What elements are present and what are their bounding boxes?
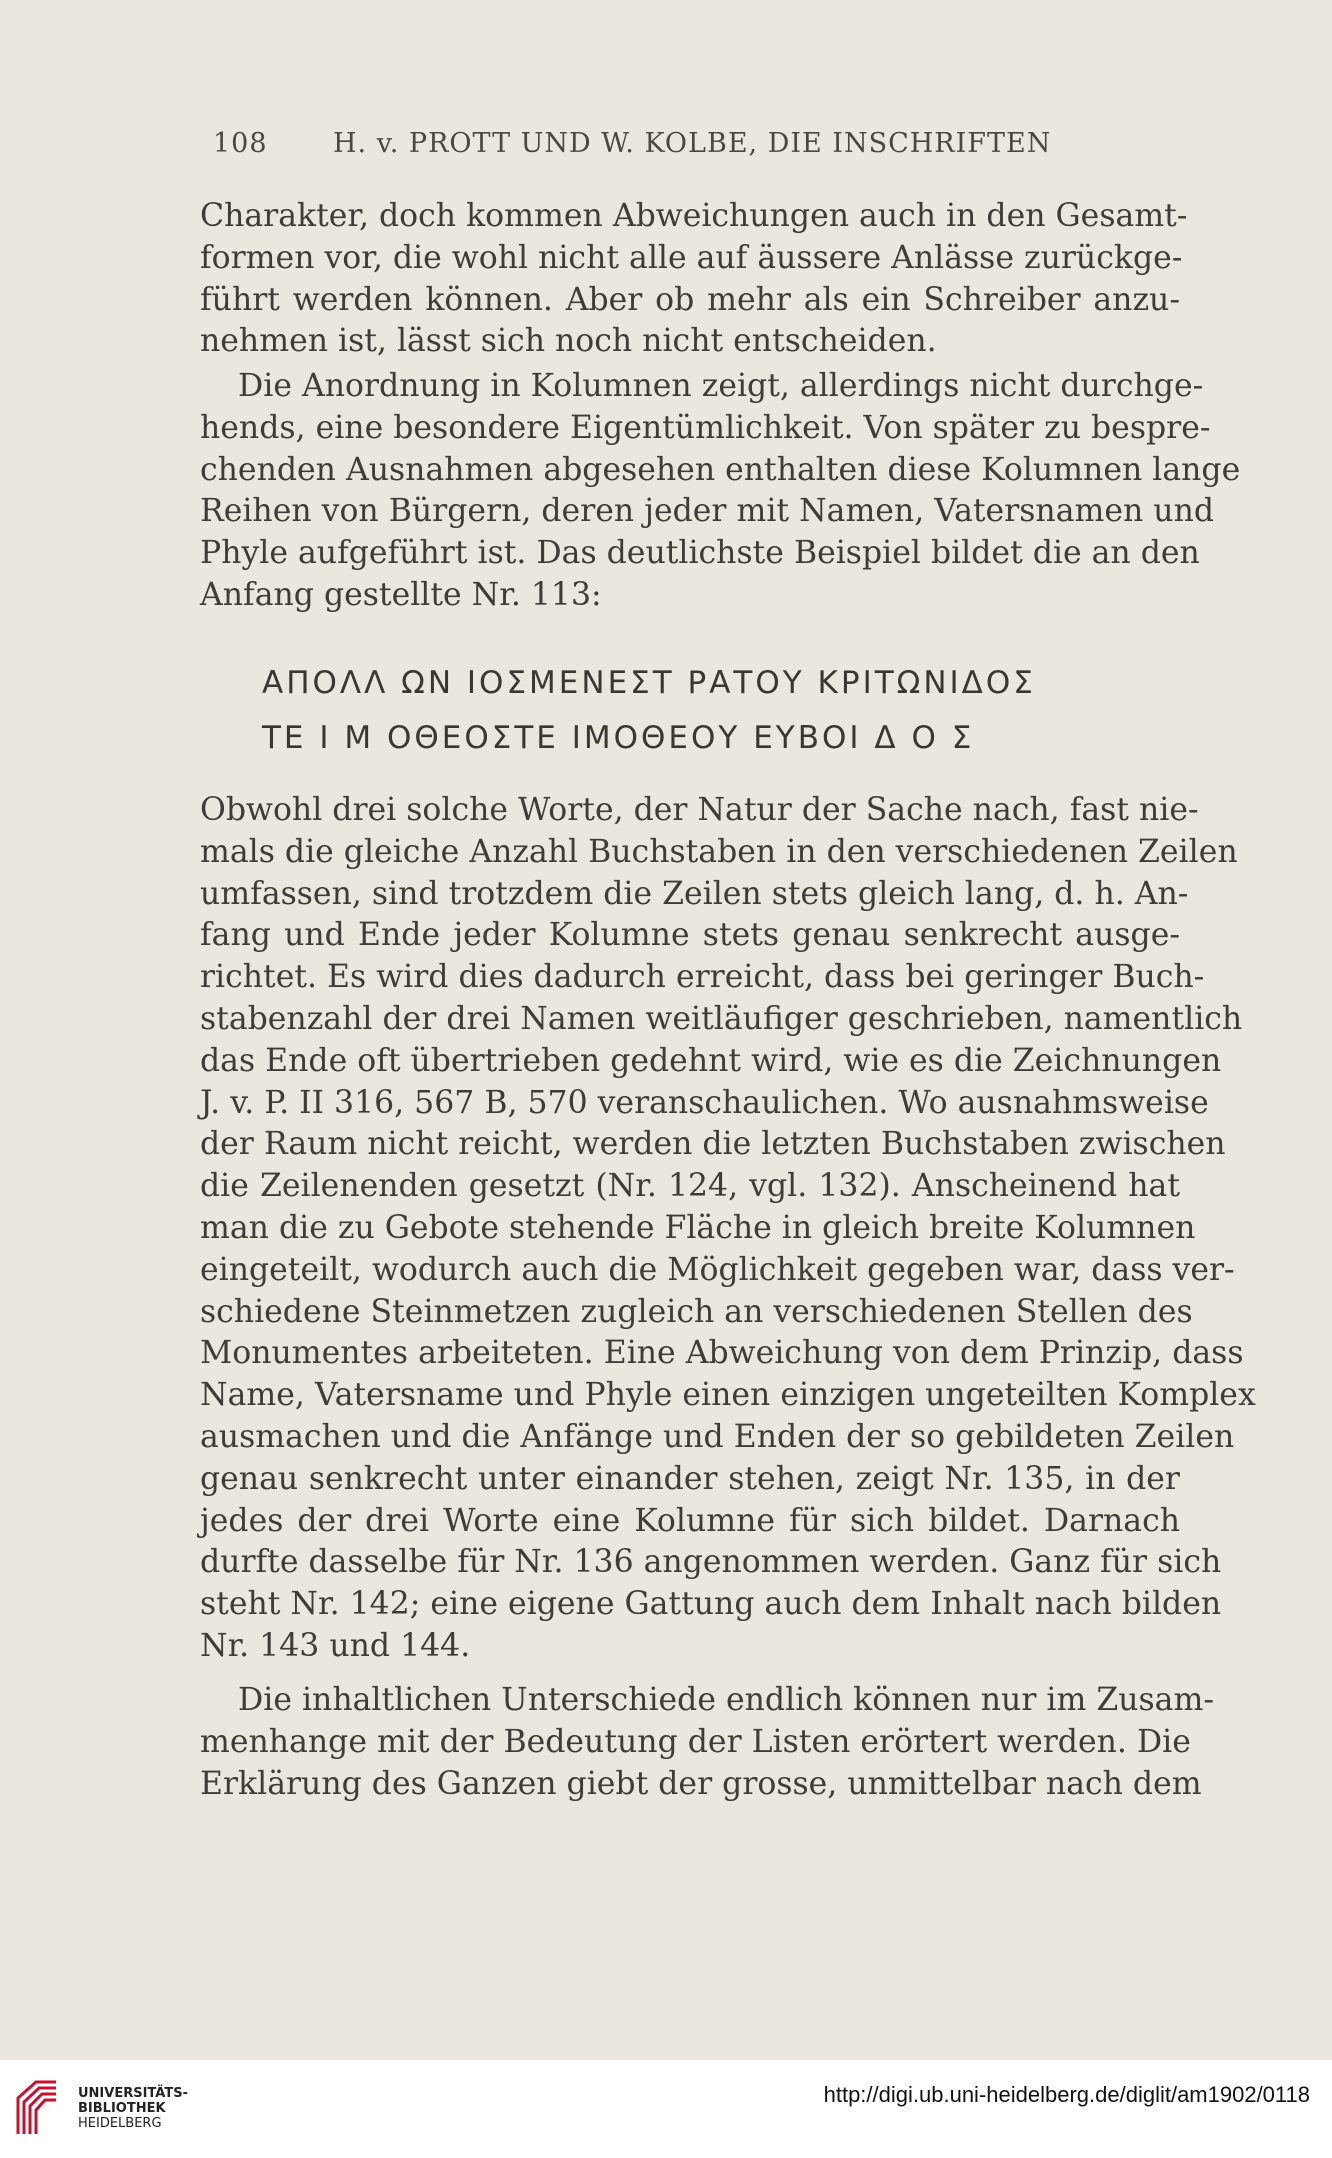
text-line: Reihen von Bürgern, deren jeder mit Namen, Vatersnamen und (200, 493, 1215, 530)
text-line: Nr. 143 und 144. (200, 1627, 471, 1664)
text-line: formen vor, die wohl nicht alle auf äussere Anlässe zurückge- (200, 239, 1183, 276)
text-line: chenden Ausnahmen abgesehen enthalten diese Kolumnen lange (200, 451, 1241, 488)
text-line: das Ende oft übertrieben gedehnt wird, wie es die Zeichnungen (200, 1042, 1222, 1079)
greek-inscription-line-1: ΑΠΟΛΛ ΩΝ ΙΟΣΜΕΝΕΣΤ ΡΑΤΟΥ ΚΡΙΤΩΝΙΔΟΣ (262, 665, 1036, 701)
text-line: Die Anordnung in Kolumnen zeigt, allerdings nicht durchge- (238, 368, 1204, 404)
text-line: J. v. P. II 316, 567 B, 570 veranschaulichen. Wo ausnahmsweise (200, 1084, 1209, 1121)
paragraph-3 (200, 790, 1256, 1668)
library-name (78, 2086, 188, 2131)
text-line: steht Nr. 142; eine eigene Gattung auch dem Inhalt nach bilden (200, 1586, 1222, 1623)
text-line: hends, eine besondere Eigentümlichkeit. Von später zu bespre- (200, 409, 1211, 446)
text-line: Phyle aufgeführt ist. Das deutlichste Beispiel bildet die an den (200, 535, 1200, 572)
footer-bar (0, 2060, 1332, 2158)
running-title: H. v. PROTT UND W. KOLBE, DIE INSCHRIFTEN (333, 128, 1052, 159)
source-url-link[interactable]: http://digi.ub.uni-heidelberg.de/diglit/am1902/0118 (823, 2082, 1310, 2107)
text-line: schiedene Steinmetzen zugleich an verschiedenen Stellen des (200, 1293, 1193, 1330)
text-line: mals die gleiche Anzahl Buchstaben in den verschiedenen Zeilen (200, 833, 1238, 870)
paragraph-2 (200, 366, 1241, 617)
text-line: Name, Vatersname und Phyle einen einzigen ungeteilten Komplex (200, 1377, 1256, 1414)
text-line: Obwohl drei solche Worte, der Natur der Sache nach, fast nie- (200, 792, 1199, 828)
ub-heidelberg-logo-icon (14, 2076, 60, 2138)
text-line: nehmen ist, lässt sich noch nicht entscheiden. (200, 323, 937, 360)
text-line: genau senkrecht unter einander stehen, zeigt Nr. 135, in der (200, 1460, 1180, 1497)
running-header (213, 128, 1093, 159)
text-line: umfassen, sind trotzdem die Zeilen stets gleich lang, d. h. An- (200, 875, 1189, 912)
text-line: Erklärung des Ganzen giebt der grosse, unmittelbar nach dem (200, 1765, 1202, 1802)
text-line: Monumentes arbeiteten. Eine Abweichung von dem Prinzip, dass (200, 1335, 1244, 1372)
library-name-line: HEIDELBERG (78, 2116, 162, 2131)
text-line: man die zu Gebote stehende Fläche in gleich breite Kolumnen (200, 1209, 1196, 1246)
paragraph-4 (200, 1680, 1214, 1805)
greek-inscription-line-2: ΤΕ Ι Μ ΟΘΕΟΣΤΕ ΙΜΟΘΕΟΥ ΕΥΒΟΙ Δ Ο Σ (262, 720, 975, 756)
text-line: richtet. Es wird dies dadurch erreicht, dass bei geringer Buch- (200, 959, 1205, 996)
text-line: Die inhaltlichen Unterschiede endlich können nur im Zusam- (238, 1682, 1214, 1718)
library-name-line: UNIVERSITÄTS- (78, 2086, 188, 2101)
text-line: Anfang gestellte Nr. 113: (200, 576, 602, 613)
page-number: 108 (213, 128, 268, 159)
text-line: menhange mit der Bedeutung der Listen erörtert werden. Die (200, 1723, 1191, 1760)
text-line: jedes der drei Worte eine Kolumne für sich bildet. Darnach (200, 1502, 1180, 1539)
text-line: eingeteilt, wodurch auch die Möglichkeit gegeben war, dass ver- (200, 1251, 1235, 1288)
text-line: die Zeilenenden gesetzt (Nr. 124, vgl. 132). Anscheinend hat (200, 1168, 1180, 1205)
text-line: ausmachen und die Anfänge und Enden der so gebildeten Zeilen (200, 1418, 1235, 1455)
text-line: der Raum nicht reicht, werden die letzten Buchstaben zwischen (200, 1126, 1226, 1163)
text-line: führt werden können. Aber ob mehr als ein Schreiber anzu- (200, 281, 1180, 318)
library-name-line: BIBLIOTHEK (78, 2101, 166, 2116)
text-line: Charakter, doch kommen Abweichungen auch in den Gesamt- (200, 198, 1188, 234)
text-line: stabenzahl der drei Namen weitläufiger geschrieben, namentlich (200, 1000, 1243, 1037)
text-line: durfte dasselbe für Nr. 136 angenommen werden. Ganz für sich (200, 1544, 1222, 1581)
text-line: fang und Ende jeder Kolumne stets genau senkrecht ausge- (200, 917, 1180, 954)
paragraph-1 (200, 196, 1188, 363)
